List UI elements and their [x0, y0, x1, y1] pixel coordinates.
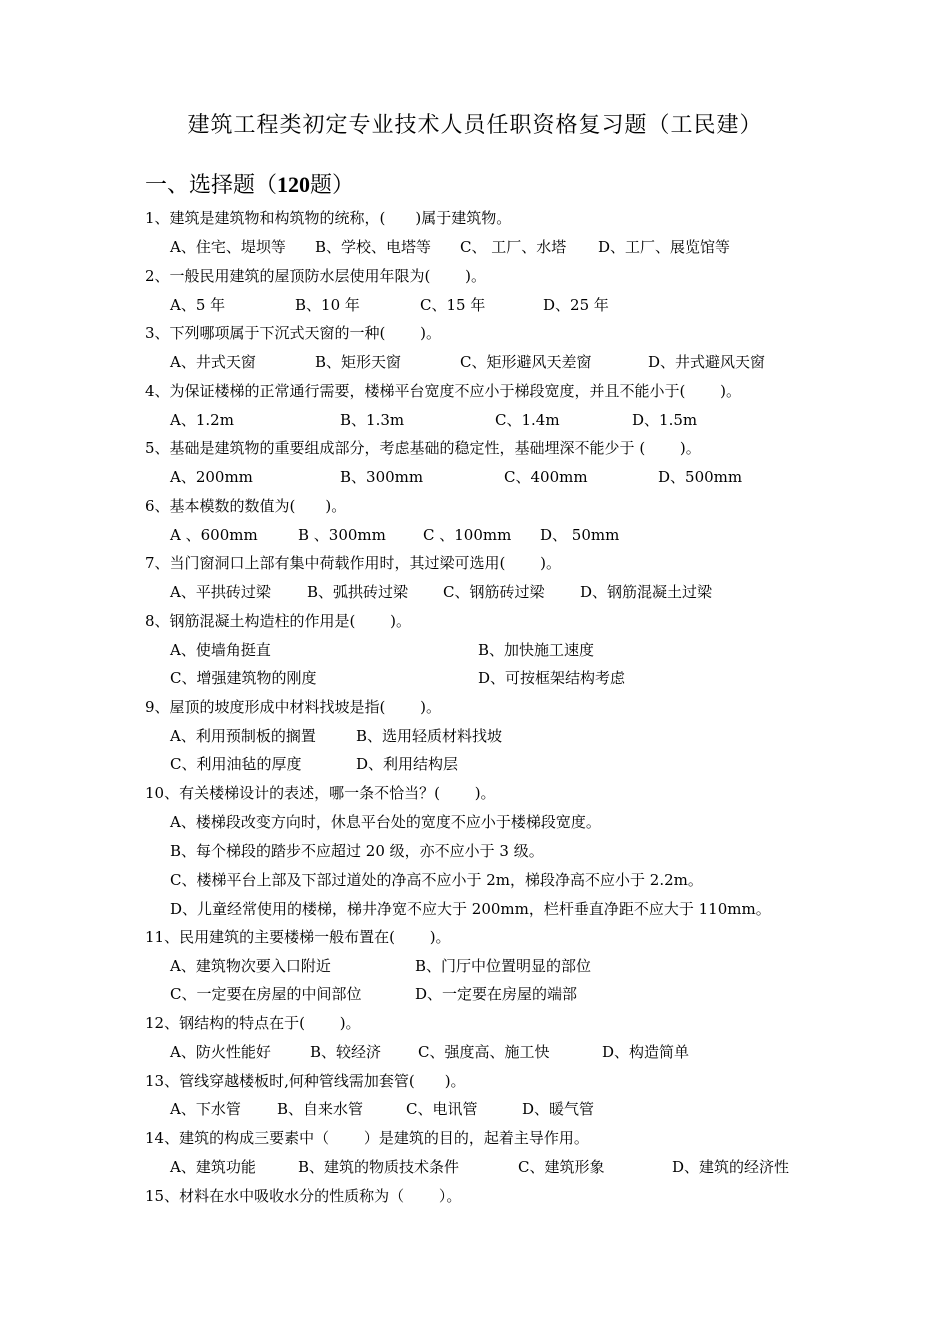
option-c: C、15 年 — [420, 296, 486, 314]
option-b: B、300mm — [340, 468, 424, 486]
question-7: 7、当门窗洞口上部有集中荷载作用时，其过梁可选用( )。 — [145, 554, 562, 572]
option-a: A、下水管 — [170, 1100, 241, 1118]
option-d: D、 50mm — [540, 526, 620, 544]
option-b: B、建筑的物质技术条件 — [298, 1158, 460, 1176]
option-c: C、一定要在房屋的中间部位 — [170, 985, 362, 1003]
option-d: D、暖气管 — [522, 1100, 595, 1118]
option-b: B、每个梯段的踏步不应超过 20 级，亦不应小于 3 级。 — [170, 842, 544, 860]
question-6: 6、基本模数的数值为( )。 — [145, 497, 347, 515]
option-c: C、1.4m — [495, 411, 560, 429]
option-a: A、5 年 — [170, 296, 226, 314]
option-d: D、可按框架结构考虑 — [478, 669, 626, 687]
option-d: D、构造简单 — [602, 1043, 690, 1061]
question-1: 1、建筑是建筑物和构筑物的统称，( )属于建筑物。 — [145, 209, 512, 227]
option-b: B、门厅中位置明显的部位 — [415, 957, 592, 975]
option-b: B、弧拱砖过梁 — [307, 583, 409, 601]
option-a: A、使墙角挺直 — [170, 641, 271, 659]
option-d: D、工厂、展览馆等 — [598, 238, 731, 256]
option-d: D、1.5m — [632, 411, 698, 429]
option-a: A、利用预制板的搁置 — [170, 727, 316, 745]
option-c: C、400mm — [504, 468, 588, 486]
question-12: 12、钢结构的特点在于( )。 — [145, 1014, 361, 1032]
option-b: B、1.3m — [340, 411, 405, 429]
question-15: 15、材料在水中吸收水分的性质称为（ ）。 — [145, 1187, 462, 1205]
question-9: 9、屋顶的坡度形成中材料找坡是指( )。 — [145, 698, 442, 716]
section-heading: 一、选择题（120题） — [145, 172, 355, 198]
option-d: D、500mm — [658, 468, 743, 486]
option-c: C、电讯管 — [406, 1100, 478, 1118]
option-c: C 、100mm — [423, 526, 512, 544]
option-a: A、防火性能好 — [170, 1043, 271, 1061]
option-a: A、住宅、堤坝等 — [170, 238, 286, 256]
option-c: C、强度高、施工快 — [418, 1043, 550, 1061]
option-b: B、选用轻质材料找坡 — [356, 727, 503, 745]
option-d: D、儿童经常使用的楼梯，梯井净宽不应大于 200mm，栏杆垂直净距不应大于 110mm。 — [170, 900, 771, 918]
option-b: B、10 年 — [295, 296, 360, 314]
option-b: B、较经济 — [310, 1043, 382, 1061]
option-a: A、平拱砖过梁 — [170, 583, 271, 601]
option-d: D、25 年 — [543, 296, 609, 314]
question-10: 10、有关楼梯设计的表述，哪一条不恰当？( )。 — [145, 784, 496, 802]
question-8: 8、钢筋混凝土构造柱的作用是( )。 — [145, 612, 412, 630]
option-b: B、加快施工速度 — [478, 641, 595, 659]
option-c: C、 工厂、水塔 — [460, 238, 567, 256]
question-11: 11、民用建筑的主要楼梯一般布置在( )。 — [145, 928, 451, 946]
option-a: A、楼梯段改变方向时，休息平台处的宽度不应小于楼梯段宽度。 — [170, 813, 601, 831]
option-c: C、楼梯平台上部及下部过道处的净高不应小于 2m，梯段净高不应小于 2.2m。 — [170, 871, 703, 889]
option-a: A、200mm — [170, 468, 253, 486]
document-title: 建筑工程类初定专业技术人员任职资格复习题（工民建） — [187, 113, 763, 138]
option-d: D、一定要在房屋的端部 — [415, 985, 578, 1003]
question-3: 3、下列哪项属于下沉式天窗的一种( )。 — [145, 324, 442, 342]
option-a: A、建筑物次要入口附近 — [170, 957, 331, 975]
option-c: C、建筑形象 — [518, 1158, 605, 1176]
option-a: A、井式天窗 — [170, 353, 256, 371]
option-b: B 、300mm — [298, 526, 386, 544]
option-a: A、1.2m — [170, 411, 234, 429]
question-2: 2、一般民用建筑的屋顶防水层使用年限为( )。 — [145, 267, 487, 285]
option-d: D、建筑的经济性 — [672, 1158, 790, 1176]
option-b: B、自来水管 — [277, 1100, 364, 1118]
option-c: C、增强建筑物的刚度 — [170, 669, 317, 687]
option-b: B、学校、电塔等 — [315, 238, 432, 256]
question-13: 13、管线穿越楼板时,何种管线需加套管( )。 — [145, 1072, 466, 1090]
option-a: A、建筑功能 — [170, 1158, 256, 1176]
option-b: B、矩形天窗 — [315, 353, 402, 371]
question-14: 14、建筑的构成三要素中（ ）是建筑的目的，起着主导作用。 — [145, 1129, 589, 1147]
option-d: D、钢筋混凝土过梁 — [580, 583, 713, 601]
option-d: D、利用结构层 — [356, 755, 459, 773]
option-c: C、矩形避风天差窗 — [460, 353, 592, 371]
option-a: A 、600mm — [170, 526, 258, 544]
option-c: C、利用油毡的厚度 — [170, 755, 302, 773]
option-d: D、井式避风天窗 — [648, 353, 766, 371]
question-4: 4、为保证楼梯的正常通行需要，楼梯平台宽度不应小于梯段宽度，并且不能小于( )。 — [145, 382, 742, 400]
option-c: C、钢筋砖过梁 — [443, 583, 545, 601]
question-5: 5、基础是建筑物的重要组成部分，考虑基础的稳定性，基础埋深不能少于 ( )。 — [145, 439, 701, 457]
